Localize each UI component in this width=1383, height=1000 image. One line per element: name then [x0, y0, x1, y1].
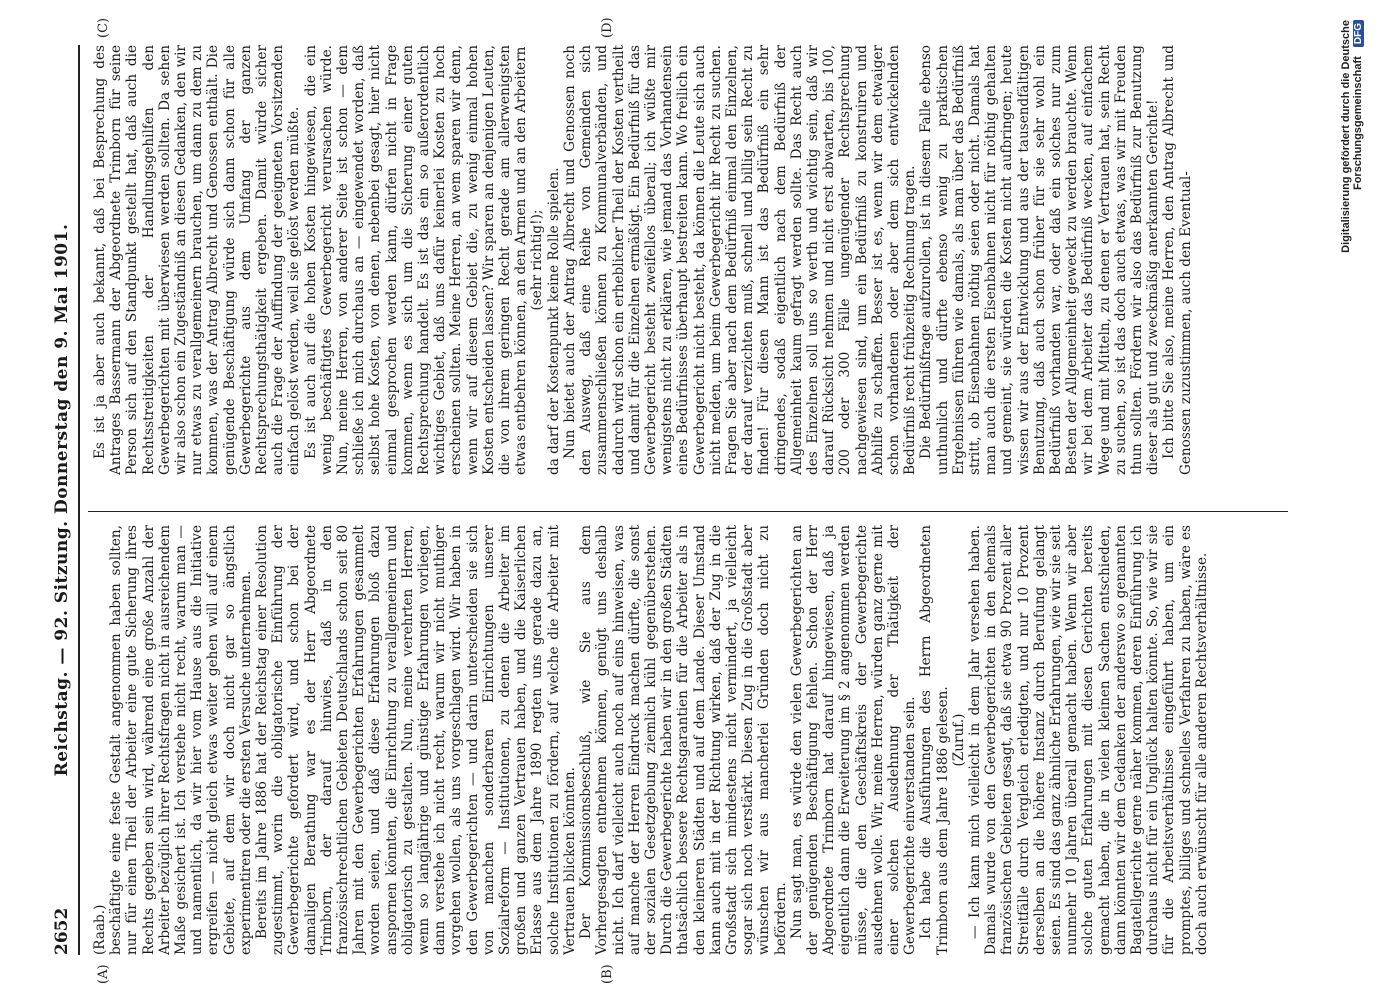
paragraph: — Ich kann mich vielleicht in dem Jahr versehen haben. Damals wurde von den Gewerbegerichten in den ehemals französischen Gebieten gesagt, daß sie etwa 90 Prozent aller Streitfälle durch Vergleich erledigten, und nur 10 Prozent derselben an die höhere Instanz durch Berufung gelangt seien. Es sind das ganz ähnliche Erfahrungen, wie wir sie seit nunmehr 10 Jahren überall gemacht haben. Wenn wir aber solche guten Erfahrungen mit diesen Gerichten bereits gemacht haben, die in vielen kleinen Sachen entschieden, dann könnten wir dem Gedanken der anderswo so genannten Bagatellgerichte gerne näher kommen, deren Einführung ich durchaus nicht für ein Unglück halten könnte. So, wie wir sie für die Arbeitsverhältnisse eingeführt haben, um ein promptes, billiges und schnelles Verfahren zu haben, wäre es doch auch erwünscht für alle anderen Rechtsverhältnisse. [966, 525, 1210, 955]
paragraph: Ich habe die Ausführungen des Herrn Abgeordneten Trimborn aus dem Jahre 1886 gelesen. [918, 525, 951, 955]
interjection: (sehr richtig!); [529, 209, 546, 311]
running-title: Reichstag. — 92. Sitzung. Donnerstag den 9. Mai 1901. [52, 223, 72, 777]
interjection: (Zuruf.) [950, 713, 967, 767]
paragraph: Ich bitte Sie also, meine Herren, den Antrag Albrecht und Genossen zuzustimmen, auch den Eventual- [1161, 45, 1194, 475]
paragraph: Es ist auch auf die hohen Kosten hingewiesen, die ein wenig beschäftigtes Gewerbegericht verursachen würde. Nun, meine Herren, von anderer Seite ist schon — dem schließe ich mich durchaus an — eingewendet worden, daß selbst hohe Kosten, von denen, nebenbei gesagt, hier nicht einmal gesprochen werden kann, dürfen nicht in Frage kommen, wenn es sich um die Sicherung einer guten Rechtsprechung handelt. Es ist das ein so außerordentlich wichtiges Gebiet, daß uns dafür keinerlei Kosten zu hoch erscheinen sollten. Meine Herren, an wem sparen wir denn, wenn wir auf diesem Gebiet die, zu wenig einmal hohen Kosten entscheiden lassen? Wir sparen an denjenigen Leuten, die von ihrem geringen Recht gerade am allerwenigsten etwas entbehren können, an den Armen und an den Arbeitern [302, 45, 530, 475]
paragraph: Die Bedürfnißfrage aufzurollen, ist in diesem Falle ebenso unthunlich und dürfte ebenso wenig zu praktischen Ergebnissen führen wie damals, als man über das Bedürfniß stritt, ob Eisenbahnen nöthig seien oder nicht. Damals hat man auch die ersten Eisenbahnen nicht für nöthig gehalten und gemeint, sie würden die Kosten nicht aufbringen; heute wissen wir aus der Entwicklung und aus der tausendfältigen Benutzung, daß auch schon früher für sie sehr wohl ein Bedürfniß vorhanden war, oder daß ein solches nur zum Besten der Allgemeinheit geweckt zu werden brauchte. Wenn wir bei dem Arbeiter das Bedürfniß wecken, auf einfachem Wege und mit Mitteln, zu denen er Vertrauen hat, sein Recht zu suchen, so ist das doch auch etwas, was wir mit Freuden thun sollten. Fördern wir also das Bedürfniß zur Benutzung dieser als gut und zweckmäßig anerkannten Gerichte! [918, 45, 1162, 475]
paragraph: Nun bietet auch der Antrag Albrecht und Genossen noch den Ausweg, daß eine Reihe von Gemeinden sich zusammenschließen können zu Kommunalverbänden, und dadurch wird schon ein erheblicher Theil der Kosten vertheilt und damit für die Einzelnen ermäßigt. Ein Bedürfniß für das Gewerbegericht besteht zweifellos überall; ich wüßte mir wenigstens nicht zu erklären, wie jemand das Vorhandensein eines Bedürfnisses überhaupt bestreiten kann. Wo freilich ein Gewerbegericht nicht besteht, da können die Leute sich auch nicht melden, um beim Gewerbegericht ihr Recht zu suchen. Fragen Sie aber nach dem Bedürfniß einmal den Einzelnen, der darauf verzichten muß, schnell und billig sein Recht zu finden! Für diesen Mann ist das Bedürfniß ein sehr dringendes, sodaß eigentlich nach dem Bedürfniß der Allgemeinheit kaum gefragt werden sollte. Das Recht auch des Einzelnen soll uns so werth und wichtig sein, daß wir darauf Rücksicht nehmen und nicht erst abwarten, bis 100, 200 oder 300 Fälle ungenügender Rechtsprechung nachgewiesen sind, um ein Bedürfniß zu konstruiren und Abhilfe zu schaffen. Besser ist es, wenn wir dem etwaiger schon vorhandenen oder aber dem sich entwickelnden Bedürfniß recht frühzeitig Rechnung tragen. [561, 45, 919, 475]
paragraph: beschäftigte eine feste Gestalt angenommen haben sollten, nur für einen Theil der Arbeiter eine gute Sicherung ihres Rechts gegeben sein wird, während eine große Anzahl der Arbeiter bezüglich ihrer Rechtsfragen nicht in ausreichendem Maße gesichert ist. Ich verstehe nicht recht, warum man — und namentlich, da wir hier vom Hause aus die Initiative ergreifen — nicht gleich etwas weiter gehen will auf einem Gebiete, auf dem wir doch nicht gar so ängstlich experimentiren oder die ersten Versuche unternehmen. [108, 525, 254, 955]
paragraph: da darf der Kostenpunkt keine Rolle spielen. [545, 167, 562, 475]
margin-marker-b: (B) [600, 964, 615, 984]
paragraph: Der Kommissionsbeschluß, wie Sie aus dem Vorhergesagten entnehmen können, genügt uns deshalb nicht. Ich darf vielleicht auch noch auf eins hinweisen, was auf manche der Herren Eindruck machen dürfte, die sonst der sozialen Gesetzgebung ziemlich kühl gegenüberstehen. Durch die Gewerbegerichte haben wir in den großen Städten thatsächlich bessere Rechtsgarantien für die Arbeiter als in den kleineren Städten und auf dem Lande. Dieser Umstand kann auch mit in der Richtung wirken, daß der Zug in die Großstadt sich mindestens nicht vermindert, ja vielleicht sogar sich noch verstärkt. Diesen Zug in die Großstadt aber wünschen wir aus mancherlei Gründen doch nicht zu befördern. [578, 525, 789, 955]
page-number: 2652 [52, 907, 72, 955]
left-column [92, 525, 1282, 955]
credit-text: Digitalisierung gefördert durch die Deutsche Forschungsgemeinschaft [1340, 20, 1364, 253]
paragraph: Es ist ja aber auch bekannt, daß bei Besprechung des Antrages Bassermann der Abgeordnete Trimborn für seine Person sich auf den Standpunkt gestellt hat, daß auch die Rechtsstreitigkeiten der Handlungsgehilfen den Gewerbegerichten mit überwiesen werden sollten. Da sehen wir also schon ein Zugeständniß an diesen Gedanken, den wir nur etwas zu verallgemeinern brauchen, um dann zu dem zu kommen, was der Antrag Albrecht und Genossen enthält. Die genügende Beschäftigung würde sich dann schon für alle Gewerbegerichte aus dem Umfang der ganzen Rechtsprechungsthätigkeit ergeben. Damit würde sicher auch die Frage der Auffindung der geeigneten Vorsitzenden einfach gelöst werden, weil sie gelöst werden müßte. [92, 45, 303, 475]
column-divider [88, 511, 1288, 512]
paragraph: Nun sagt man, es würde den vielen Gewerbegerichten an der genügenden Beschäftigung fehlen. Schon der Herr Abgeordnete Trimborn hat darauf hingewiesen, daß ja eigentlich dann die Erweiterung im § 2 angenommen werden müsse, die den Geschäftskreis der Gewerbegerichte ausdehnen wolle. Wir, meine Herren, würden ganz gerne mit einer solchen Ausdehnung der Thätigkeit der Gewerbegerichte einverstanden sein. [788, 525, 919, 955]
digitization-credit [1340, 20, 1364, 380]
margin-marker-c: (C) [96, 17, 111, 38]
right-column [92, 45, 1282, 475]
speaker-tag: (Raab.) [92, 904, 108, 955]
paragraph: Bereits im Jahre 1886 hat der Reichstag einer Resolution zugestimmt, worin die obligatorische Einführung der Gewerbegerichte gefordert wird, und schon bei der damaligen Berathung war es der Herr Abgeordnete Trimborn, der darauf hinwies, daß in den französischrechtlichen Gebieten Deutschlands schon seit 80 Jahren mit den Gewerbegerichten Erfahrungen gesammelt worden seien, und daß diese Erfahrungen bloß dazu anspornen könnten, die Einrichtung zu verallgemeinern und obligatorisch zu gestalten. Nun, meine verehrten Herren, wenn so langjährige und günstige Erfahrungen vorliegen, dann verstehe ich nicht recht, warum wir nicht muthiger vorgehen wollen, als uns vorgeschlagen wird. Wir haben in den Gewerbegerichten — und darin unterscheiden sie sich von manchen sonderbaren Einrichtungen unserer Sozialreform — Institutionen, zu denen die Arbeiter im großen und ganzen Vertrauen haben, und die Kaiserlichen Erlasse aus dem Jahre 1890 regten uns gerade dazu an, solche Institutionen zu fördern, auf welche die Arbeiter mit Vertrauen blicken könnten. [254, 525, 578, 955]
margin-marker-d: (D) [600, 17, 615, 38]
dfg-logo: DFG [1353, 20, 1364, 47]
page-header [50, 45, 80, 955]
margin-marker-a: (A) [96, 964, 111, 984]
